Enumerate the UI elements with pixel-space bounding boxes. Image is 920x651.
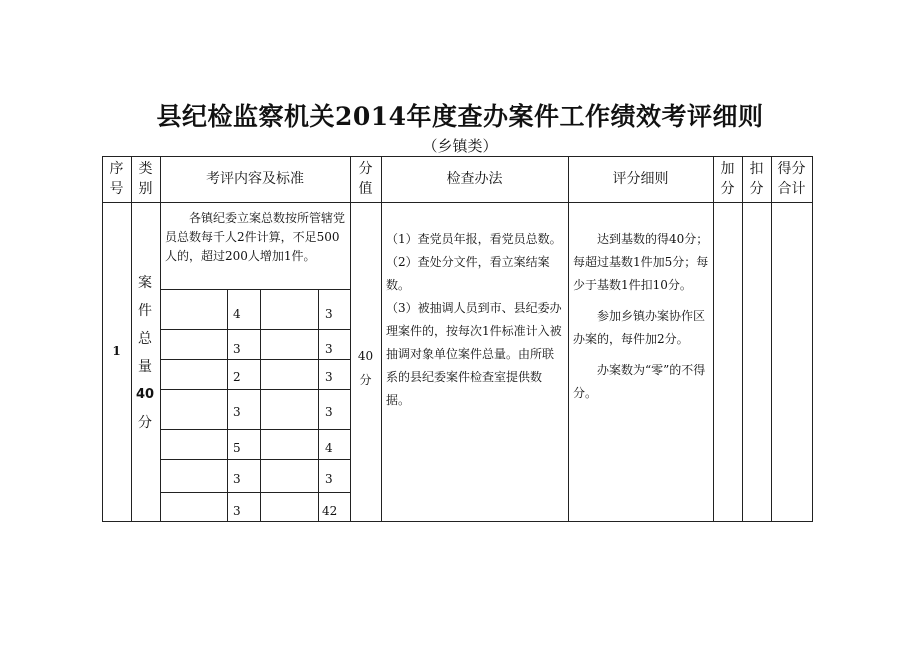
subgrid-cell-b: 4 xyxy=(325,441,333,455)
subgrid-cell-a: 3 xyxy=(233,472,241,486)
subgrid-line xyxy=(160,389,350,390)
subgrid-cell-a: 2 xyxy=(233,370,241,384)
document-title: 县纪检监察机关2014年度查办案件工作绩效考评细则 xyxy=(156,102,764,131)
subgrid-top xyxy=(160,289,350,290)
row-score-unit: 分 xyxy=(359,373,372,387)
subgrid-cell-b: 3 xyxy=(325,370,333,384)
category-char: 总 xyxy=(138,331,152,347)
subgrid-divider xyxy=(260,289,261,521)
subgrid-cell-a: 4 xyxy=(233,307,241,321)
header-category xyxy=(131,159,160,199)
subgrid-cell-a: 3 xyxy=(233,405,241,419)
col-divider xyxy=(350,156,351,522)
subgrid-line xyxy=(160,329,350,330)
header-seq-line1: 序 xyxy=(109,161,124,177)
category-char: 量 xyxy=(138,359,152,375)
detail-text xyxy=(573,228,710,405)
subgrid-cell-b: 3 xyxy=(325,472,333,486)
table-right-border xyxy=(812,156,813,522)
subgrid-cell-a: 3 xyxy=(233,504,241,518)
header-score xyxy=(350,159,381,199)
header-deduct-line2: 分 xyxy=(749,181,764,197)
detail-item: 办案数为“零”的不得分。 xyxy=(573,363,706,400)
header-total xyxy=(771,159,812,199)
category-char: 40 xyxy=(135,387,155,402)
header-detail: 评分细则 xyxy=(612,171,669,187)
subgrid-cell-b: 3 xyxy=(325,405,333,419)
header-score-line1: 分 xyxy=(358,161,373,177)
header-total-line1: 得分 xyxy=(777,161,806,177)
col-divider xyxy=(713,156,714,522)
subgrid-line xyxy=(160,429,350,430)
header-bottom-border xyxy=(102,202,813,203)
header-deduct xyxy=(742,159,771,199)
category-char: 件 xyxy=(138,303,152,319)
header-deduct-line1: 扣 xyxy=(749,161,764,177)
method-item: （2）查处分文件，看立案结案数。 xyxy=(386,255,550,292)
row-seq-number: 1 xyxy=(112,344,121,358)
header-seq xyxy=(102,159,131,199)
method-item: （3）被抽调人员到市、县纪委办理案件的，按每次1件标准计入被抽调对象单位案件总量。由所联系的县纪委案件检查室提供数据。 xyxy=(386,301,562,407)
subgrid-divider xyxy=(318,289,319,521)
header-content: 考评内容及标准 xyxy=(206,171,304,187)
subgrid-cell-b: 42 xyxy=(322,504,338,518)
method-text xyxy=(386,228,564,412)
subgrid-cell-a: 5 xyxy=(233,441,241,455)
evaluation-table xyxy=(102,156,813,522)
subgrid-cell-b: 3 xyxy=(325,307,333,321)
subgrid-divider xyxy=(227,289,228,521)
header-add-line1: 加 xyxy=(720,161,735,177)
header-method: 检查办法 xyxy=(446,171,503,187)
col-divider xyxy=(160,156,161,522)
subgrid-line xyxy=(160,359,350,360)
row-score-value: 40 xyxy=(357,349,374,363)
table-left-border xyxy=(102,156,103,522)
header-score-line2: 值 xyxy=(358,181,373,197)
category-char: 案 xyxy=(138,275,152,291)
subgrid-line xyxy=(160,492,350,493)
detail-item: 达到基数的得40分；每超过基数1件加5分；每少于基数1件扣10分。 xyxy=(573,232,709,292)
header-add-line2: 分 xyxy=(720,181,735,197)
header-seq-line2: 号 xyxy=(109,181,124,197)
col-divider xyxy=(742,156,743,522)
document-subtitle: （乡镇类） xyxy=(422,137,498,155)
subgrid-cell-b: 3 xyxy=(325,342,333,356)
row-category xyxy=(131,269,159,437)
header-category-line1: 类 xyxy=(138,161,153,177)
table-top-border xyxy=(102,156,813,157)
category-char: 分 xyxy=(138,415,152,431)
col-divider xyxy=(568,156,569,522)
header-add xyxy=(713,159,742,199)
subgrid-line xyxy=(160,459,350,460)
method-item: （1）查党员年报，看党员总数。 xyxy=(386,232,562,246)
header-category-line2: 别 xyxy=(138,181,153,197)
col-divider xyxy=(771,156,772,522)
col-divider xyxy=(381,156,382,522)
content-standard-text: 各镇纪委立案总数按所管辖党员总数每千人2件计算，不足500人的，超过200人增加1件。 xyxy=(165,211,346,263)
table-bottom-border xyxy=(102,521,813,522)
row-score xyxy=(350,344,381,392)
detail-item: 参加乡镇办案协作区办案的，每件加2分。 xyxy=(573,309,706,346)
subgrid-cell-a: 3 xyxy=(233,342,241,356)
header-total-line2: 合计 xyxy=(777,181,806,197)
